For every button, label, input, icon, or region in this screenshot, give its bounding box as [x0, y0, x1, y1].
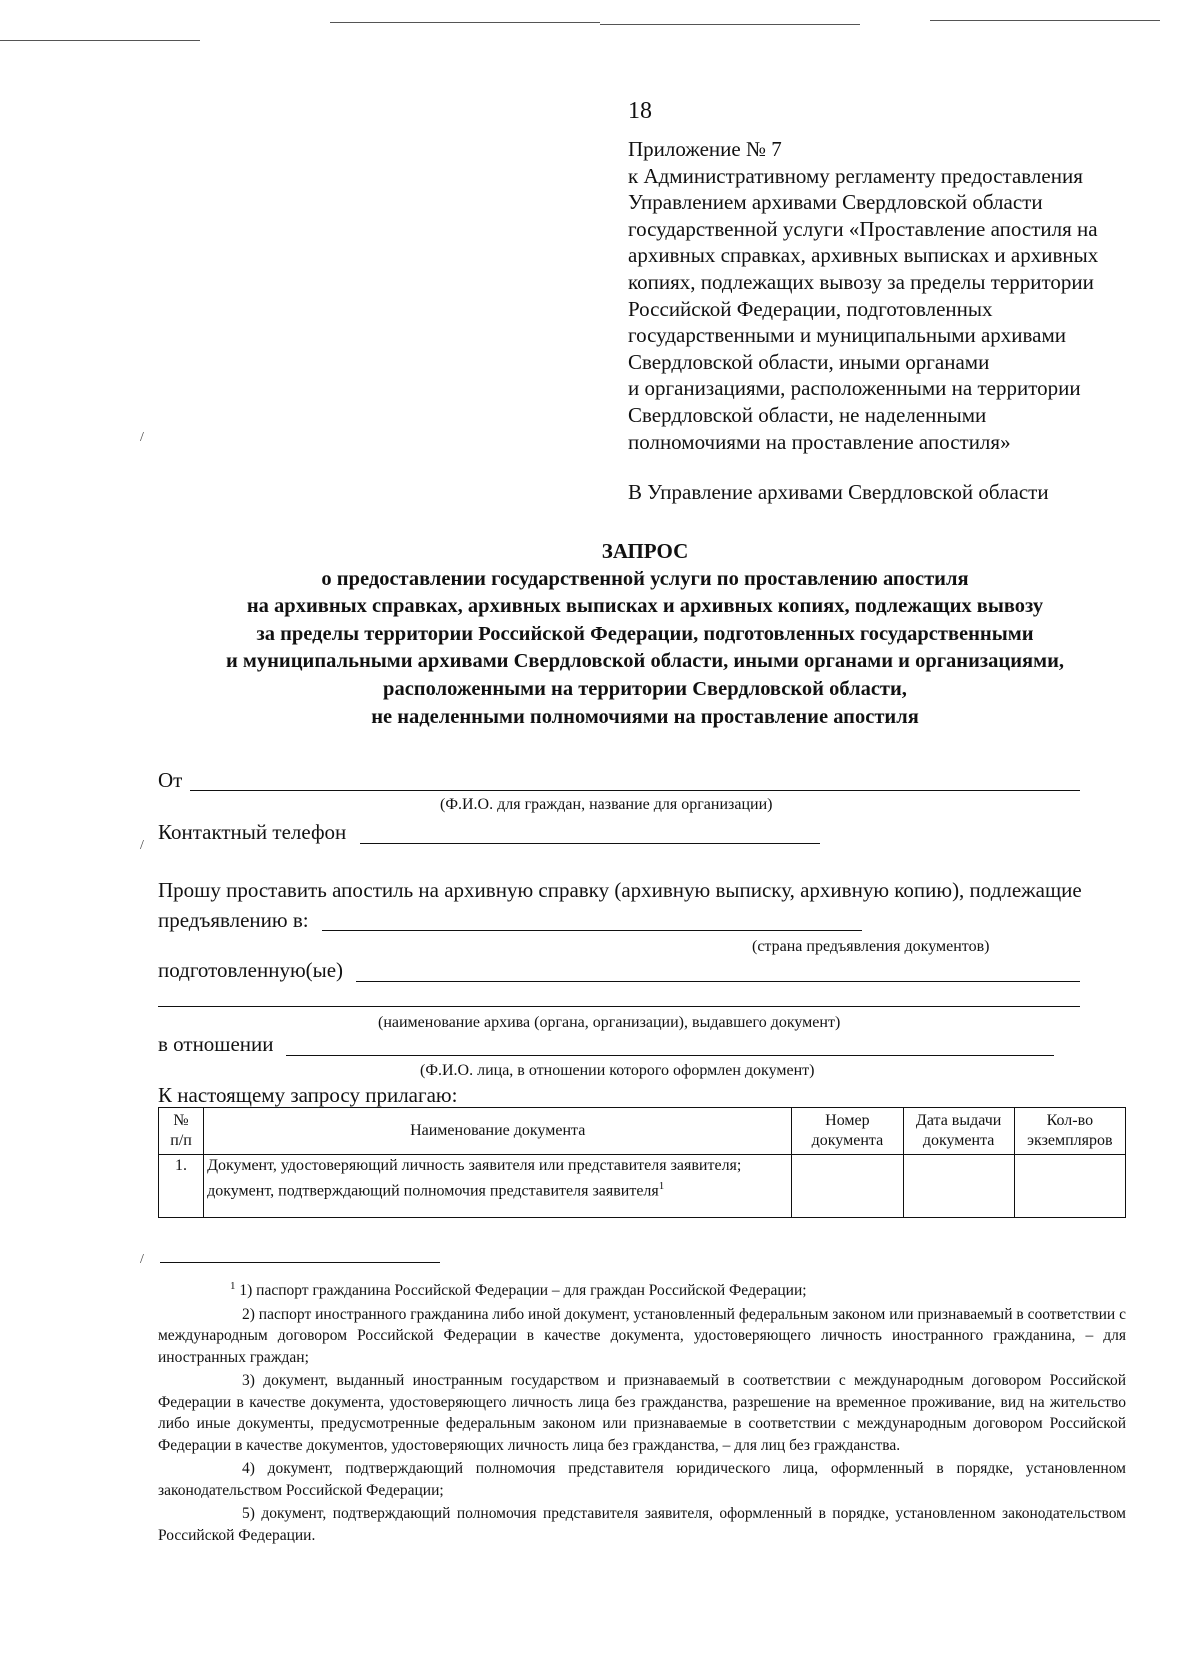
row-num: 1. — [159, 1155, 204, 1218]
appendix-line: государственной услуги «Проставление апостиля на — [628, 216, 1098, 241]
person-input-line[interactable] — [286, 1055, 1054, 1056]
row-docno-cell[interactable] — [792, 1155, 903, 1218]
archive-hint: (наименование архива (органа, организации), выдавшего документ) — [378, 1014, 841, 1031]
phone-label: Контактный телефон — [158, 820, 347, 844]
appendix-line: Российской Федерации, подготовленных — [628, 296, 993, 321]
title-line: и муниципальными архивами Свердловской области, иными органами и организациями, — [225, 650, 1065, 673]
row-date-cell[interactable] — [903, 1155, 1014, 1218]
row-name: Документ, удостоверяющий личность заявителя или представителя заявителя; документ, подтверждающий полномочия представителя заявителя$^1$ — [204, 1155, 792, 1218]
page-number: 18 — [628, 98, 652, 124]
prepared-label: подготовленную(ые) — [158, 958, 344, 982]
scan-artifact-line — [930, 20, 1160, 21]
footnotes — [158, 1276, 1126, 1548]
appendix-line: государственными и муниципальными архивами — [628, 323, 1067, 348]
from-label: От — [158, 768, 183, 792]
scan-mark: / — [140, 1252, 144, 1267]
title-line: не наделенными полномочиями на проставление апостиля — [371, 705, 919, 728]
col-name-header: Наименование документа — [204, 1108, 792, 1155]
scan-artifact-line — [0, 40, 200, 41]
footnote-item: 5) документ, подтверждающий полномочия представителя заявителя, оформленный в порядке, установленном законодательством Российской Федерации. — [158, 1505, 1126, 1544]
attach-label: К настоящему запросу прилагаю: — [158, 1083, 458, 1107]
appendix-header — [628, 136, 1148, 455]
col-docno-header: Номер документа — [792, 1108, 903, 1155]
from-hint: (Ф.И.О. для граждан, название для организации) — [440, 796, 773, 813]
from-input-line[interactable] — [190, 790, 1080, 791]
scan-artifact-line — [330, 22, 600, 23]
appendix-line: Свердловской области, иными органами — [628, 349, 990, 374]
document-title — [0, 538, 1200, 731]
title-line: за пределы территории Российской Федерации, подготовленных государственными — [256, 622, 1034, 645]
attachments-table — [158, 1107, 1126, 1218]
title-line: расположенными на территории Свердловской области, — [383, 677, 907, 700]
country-input-line[interactable] — [322, 930, 862, 931]
appendix-line: архивных справках, архивных выписках и архивных — [628, 243, 1099, 268]
appendix-line: копиях, подлежащих вывозу за пределы территории — [628, 269, 1094, 294]
title-line: о предоставлении государственной услуги по проставлению апостиля — [321, 567, 969, 590]
table-header-row — [159, 1108, 1126, 1155]
regarding-label: в отношении — [158, 1032, 274, 1056]
appendix-line: к Административному регламенту предоставления — [628, 163, 1083, 188]
appendix-line: Приложение № 7 — [628, 137, 782, 161]
footnote-item: 2) паспорт иностранного гражданина либо иной документ, установленный федеральным законом или признаваемый в соответствии с международным договором Российской Федерации в качестве документа, удостоверяющего личность иностранного гражданина, – для иностранных граждан; — [158, 1305, 1126, 1366]
footnote-item: $^1$ 1) паспорт гражданина Российской Федерации – для граждан Российской Федерации; — [230, 1280, 807, 1300]
footnote-separator — [160, 1262, 440, 1263]
request-text-line1: Прошу проставить апостиль на архивную справку (архивную выписку, архивную копию), подлежащие — [158, 878, 1082, 902]
appendix-line: Управлением архивами Свердловской области — [628, 190, 1043, 215]
phone-input-line[interactable] — [360, 843, 820, 844]
table-row — [159, 1155, 1126, 1218]
footnote-item: 4) документ, подтверждающий полномочия представителя юридического лица, оформленный в порядке, установленном законодательством Российской Федерации; — [158, 1460, 1126, 1499]
footnote-item: 3) документ, выданный иностранным государством и признаваемый в соответствии с международным договором Российской Федерации в качестве документа, удостоверяющего личность лица без гражданства, разрешение на временное проживание, вид на жительство либо иные документы, предусмотренные федеральным законом или признаваемые в соответствии с международным договором Российской Федерации в качестве документов, удостоверяющих личность лица без гражданства, – для лиц без гражданства. — [158, 1372, 1126, 1454]
title-main: ЗАПРОС — [601, 539, 689, 563]
col-qty-header: Кол-во экземпляров — [1014, 1108, 1125, 1155]
row-qty-cell[interactable] — [1014, 1155, 1125, 1218]
scan-mark: / — [140, 838, 144, 853]
country-hint: (страна предъявления документов) — [752, 938, 990, 955]
footnote-marker: 1 — [230, 1280, 236, 1292]
scan-mark: / — [140, 430, 144, 445]
col-num-header: № п/п — [159, 1108, 204, 1155]
archive-input-line[interactable] — [158, 1006, 1080, 1007]
appendix-line: полномочиями на проставление апостиля» — [628, 429, 1011, 454]
appendix-line: и организациями, расположенными на территории — [628, 376, 1081, 401]
title-line: на архивных справках, архивных выписках и архивных копиях, подлежащих вывозу — [246, 595, 1044, 618]
col-date-header: Дата выдачи документа — [903, 1108, 1014, 1155]
prepared-input-line[interactable] — [356, 981, 1080, 982]
person-hint: (Ф.И.О. лица, в отношении которого оформлен документ) — [420, 1062, 815, 1079]
appendix-line: Свердловской области, не наделенными — [628, 402, 987, 427]
footnote-ref[interactable]: 1 — [658, 1180, 665, 1192]
scan-artifact-line — [600, 24, 860, 25]
recipient: В Управление архивами Свердловской области — [628, 480, 1049, 504]
request-text-line2: предъявлению в: — [158, 908, 309, 932]
